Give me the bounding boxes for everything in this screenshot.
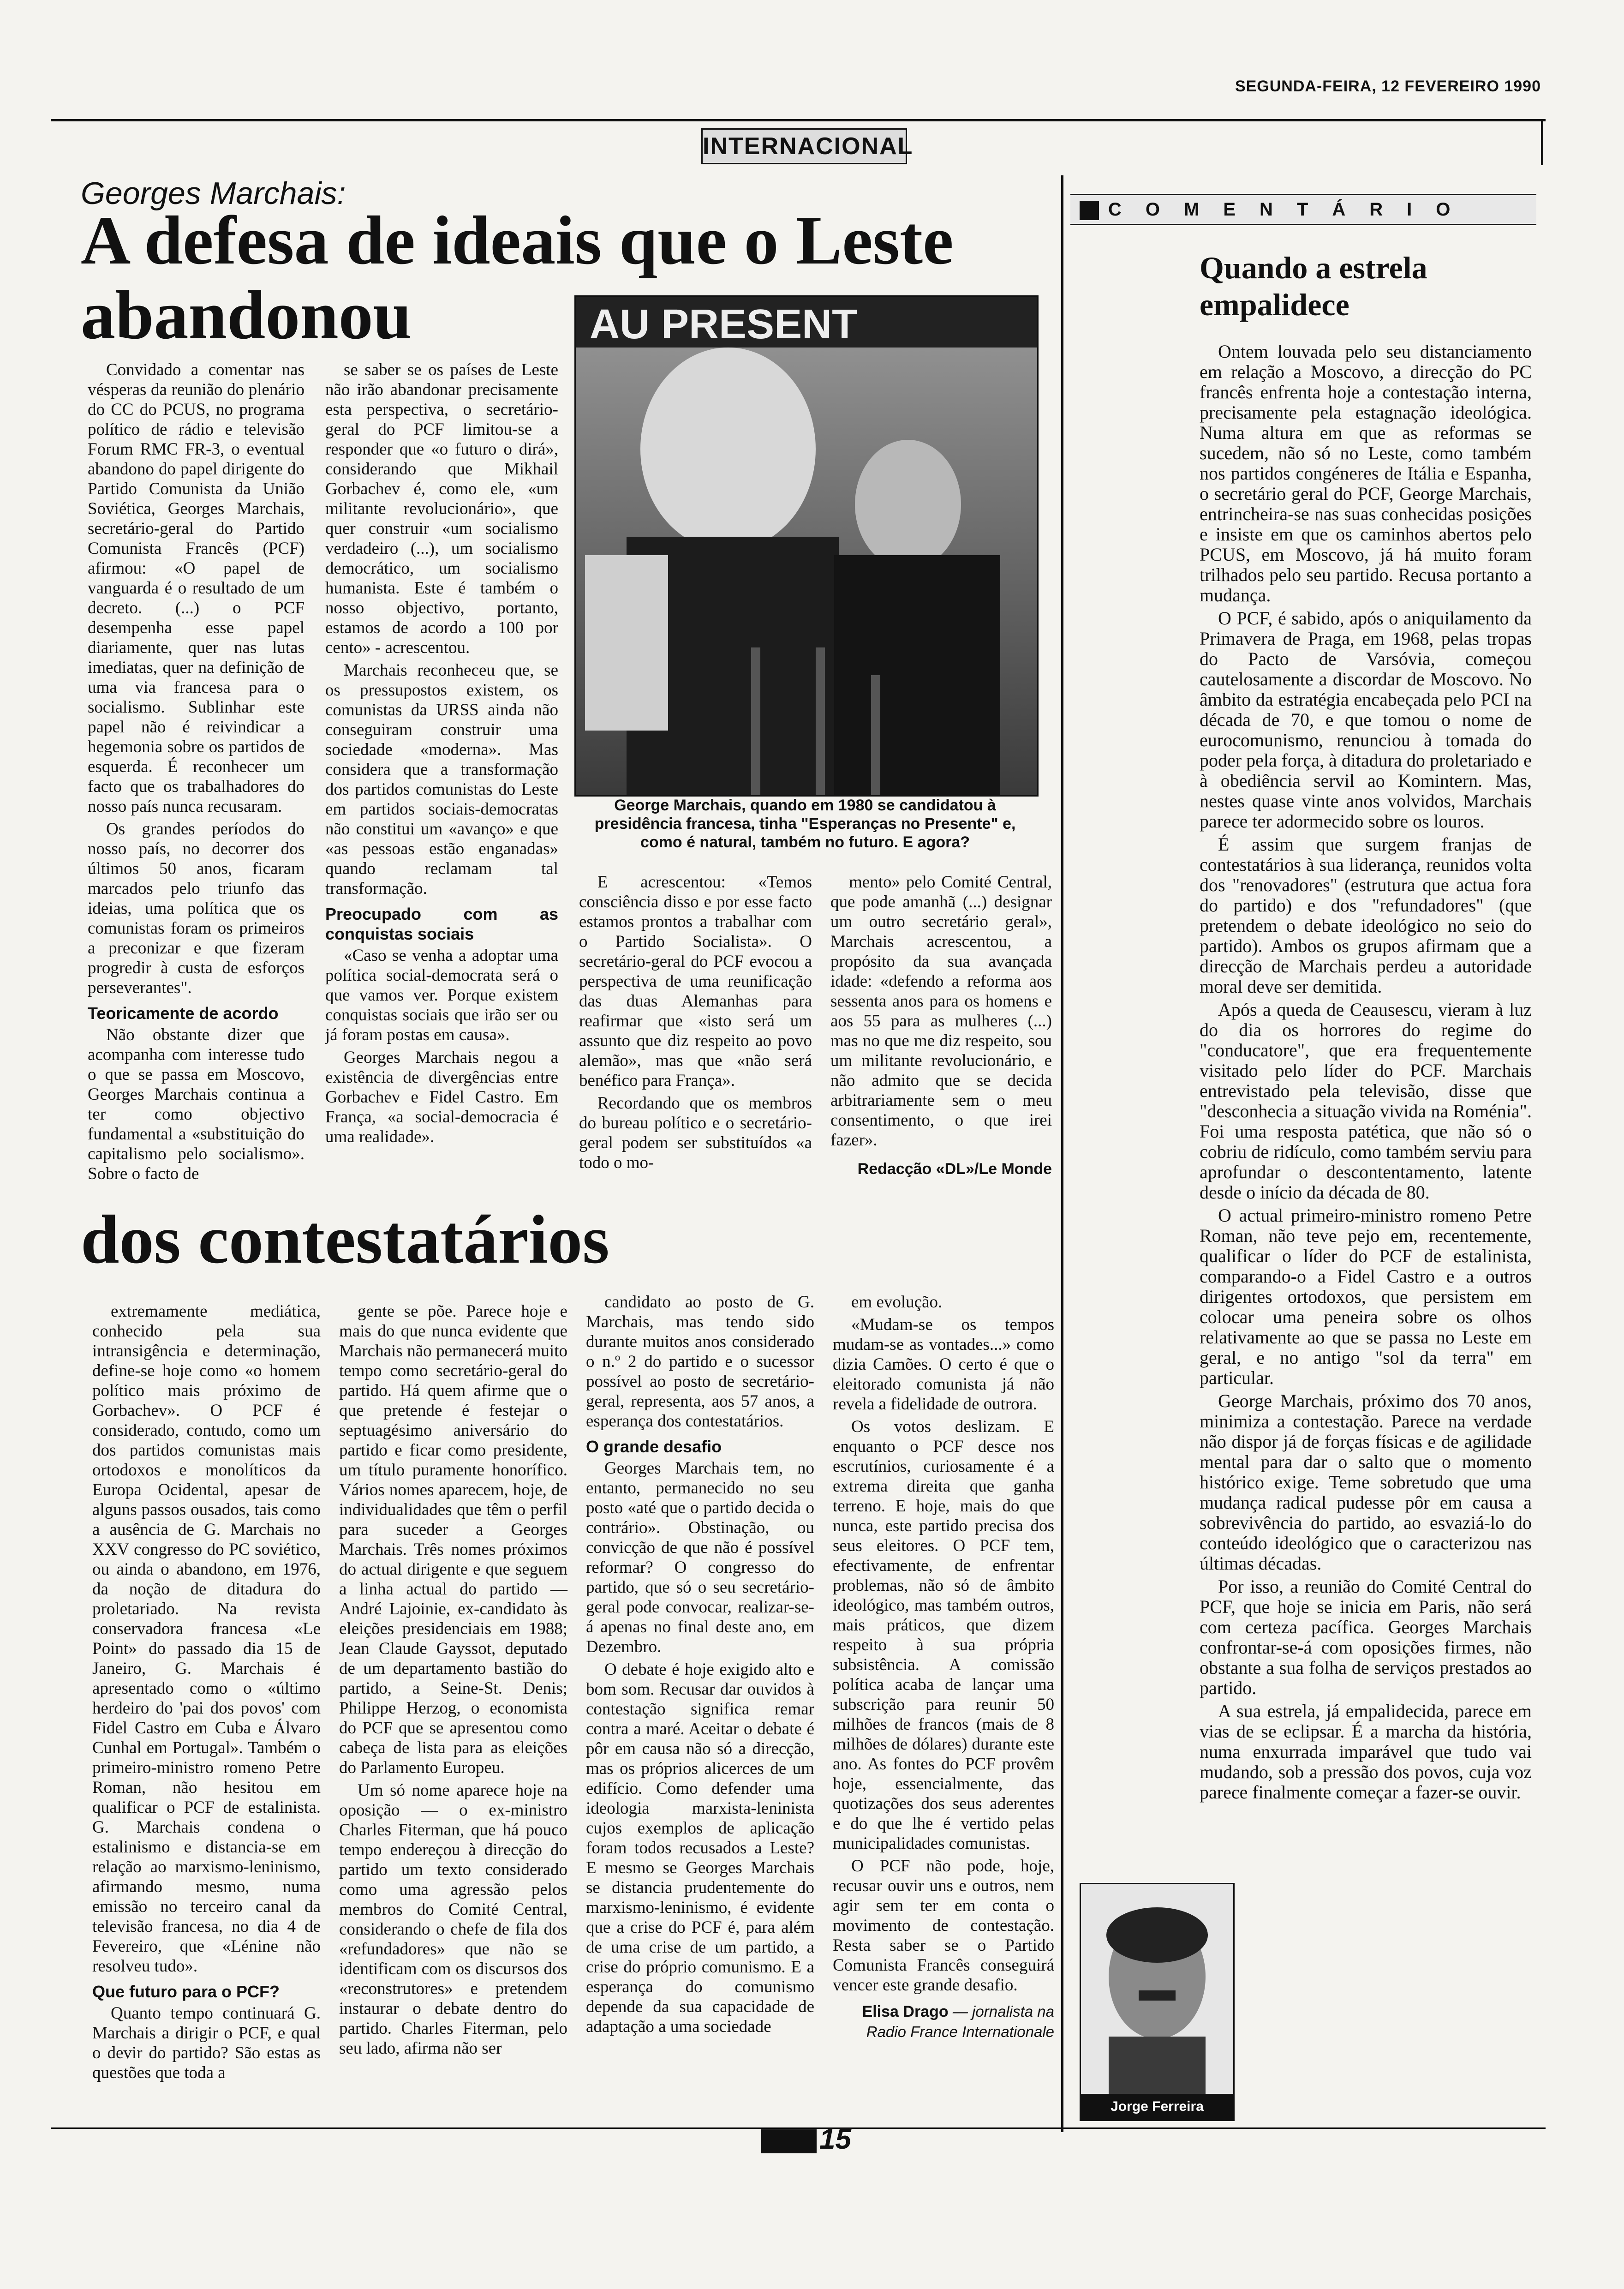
paragraph: mento» pelo Comité Central, que pode amanhã (...) designar um outro secretário geral», Marchais acrescentou, a propósito da sua avançada idade: «defendo a reforma aos sessenta anos para os homens e aos 55 para as mulheres (...) mas no que me diz respeito, sou um militante revolucionário, e não admito que se decida arbitrariamente sem o meu consentimento, o que irei fazer». [830, 873, 1052, 1150]
article-column-4 [830, 872, 1052, 1179]
portrait-caption: Jorge Ferreira [1081, 2094, 1233, 2120]
lower-column-3 [586, 1292, 814, 2039]
newspaper-logo-icon [761, 2129, 817, 2153]
article-column-1 [88, 360, 304, 1186]
paragraph: em evolução. [851, 1293, 943, 1312]
commentary-tab [1070, 194, 1536, 225]
paragraph: Marchais reconheceu que, se os pressupostos existem, os comunistas da URSS ainda não conseguiram construir uma sociedade «moderna». Mas considera que a transformação dos partidos comunistas do Leste em partidos sociais-democratas não constitui um «avanço» e que «as pessoas estão enganadas» quando reclamam tal transformação. [325, 661, 558, 898]
photo-banner-text: AU PRESENT [590, 301, 858, 348]
lower-column-1 [92, 1301, 321, 2085]
subheading: Teoricamente de acordo [88, 1004, 279, 1023]
page-number-value: 15 [819, 2123, 851, 2155]
paragraph: George Marchais, próximo dos 70 anos, minimiza a contestação. Parece na verdade não dispor já de forças físicas e de agilidade mental para dar o salto que o momento histórico exige. Teme sobretudo que uma mudança radical pudesse pôr em causa a sobrevivência do partido, ao esvaziá-lo do conteúdo ideológico que o caracterizou nas últimas décadas. [1200, 1390, 1532, 1574]
paragraph: Os grandes períodos do nosso país, no decorrer dos últimos 50 anos, ficaram marcados pelo triunfo das ideias, uma política que os comunistas foram os primeiros a preconizar e que fizeram progredir à custa de esforços perseverantes". [88, 820, 304, 997]
paragraph: Recordando que os membros do bureau político e o secretário-geral podem ser substituídos «a todo o mo- [579, 1094, 812, 1172]
paragraph: O PCF não pode, hoje, recusar ouvir uns e outros, nem agir sem ter em conta o movimento de contestação. Resta saber se o Partido Comunista Francês conseguirá vencer este grande desafio. [833, 1857, 1054, 1995]
page-number [761, 2123, 851, 2156]
paragraph: se saber se os países de Leste não irão abandonar precisamente esta perspectiva, o secretário-geral do PCF limitou-se a responder que «o futuro o dirá», considerando que Mikhail Gorbachev é, como ele, «um militante revolucionário», que quer construir «um socialismo verdadeiro (...), um socialismo democrático, um socialismo humanista. Este é também o nosso objectivo, portanto, estamos de acordo a 100 por cento» - acrescentou. [325, 360, 558, 657]
commentary-title: Quando a estrela empalidece [1200, 250, 1427, 322]
lower-column-4 [833, 1292, 1054, 2042]
dateline: SEGUNDA-FEIRA, 12 FEVEREIRO 1990 [1235, 78, 1541, 95]
paragraph: Quanto tempo continuará G. Marchais a dirigir o PCF, e qual o devir do partido? São estas as questões que toda a [92, 2004, 321, 2082]
lower-column-2 [339, 1301, 567, 2061]
lower-headline: dos contestatários [81, 1201, 609, 1278]
paragraph: Não obstante dizer que acompanha com interesse tudo o que se passa em Moscovo, Georges Marchais continua a ter como objectivo fundamental a «substituição do capitalismo pelo socialismo». Sobre o facto de [88, 1025, 304, 1183]
paragraph: O actual primeiro-ministro romeno Petre Roman, não teve pejo em, recentemente, qualificar o líder do PCF de estalinista, comparando-o a Fidel Castro e a outros dirigentes ortodoxos, que persistem em colocar uma peneira sobre os olhos relativamente ao que se passa no Leste em geral, e no antigo "sol da terra" em particular. [1200, 1205, 1532, 1388]
subheading: O grande desafio [586, 1437, 722, 1456]
paragraph: Georges Marchais tem, no entanto, permanecido no seu posto «até que o partido decida o contrário». Obstinação, ou convicção de que não é possível reformar? O congresso do partido, que só o seu secretário-geral pode convocar, realizar-se-á apenas no final deste ano, em Dezembro. [586, 1459, 814, 1656]
commentary-text [1200, 342, 1532, 1805]
subheading: Preocupado com as conquistas sociais [325, 905, 558, 943]
author-role: — jornalista na Radio France Internationale [866, 2003, 1054, 2040]
paragraph: Após a queda de Ceausescu, vieram à luz do dia os horrores do regime do "conducatore", que era frequentemente visitado pelo líder do PCF. Marchais entrevistado pela televisão, disse que "desconhecia a situação vivida na Roménia". Foi uma resposta patética, que não só o cobriu de ridículo, como também serviu para aprofundar o descontentamento, latente desde o início da década de 80. [1200, 999, 1532, 1203]
paragraph: extremamente mediática, conhecido pela sua intransigência e determinação, define-se hoje como «o homem político mais próximo de Gorbachev». O PCF é considerado, contudo, como um dos partidos comunistas mais ortodoxos e monolíticos da Europa Ocidental, apesar de alguns passos ousados, tais como a ausência de G. Marchais no XXV congresso do PC soviético, ou ainda o abandono, em 1976, da noção de ditadura do proletariado. Na revista conservadora francesa «Le Point» do passado dia 15 de Janeiro, G. Marchais é apresentado como o «último herdeiro do 'pai dos povos' com Fidel Castro em Cuba e Álvaro Cunhal em Portugal». Também o primeiro-ministro romeno Petre Roman, não hesitou em qualificar o PCF de estalinista. G. Marchais condena o estalinismo e distancia-se em relação ao marxismo-leninismo, afirmando mesmo, numa emissão no terceiro canal da televisão francesa, no dia 4 de Fevereiro, que «Lénine não resolveu tudo». [92, 1302, 321, 1976]
article-column-2 [325, 360, 558, 1150]
paragraph: candidato ao posto de G. Marchais, mas tendo sido durante muitos anos considerado o n.º 2 do partido e o sucessor possível ao posto de secretário-geral, representa, aos 57 anos, a esperança dos contestatários. [586, 1293, 814, 1431]
article-signature: Redacção «DL»/Le Monde [857, 1160, 1052, 1178]
headline: A defesa de ideais que o Leste abandonou [81, 202, 954, 354]
paragraph: Convidado a comentar nas vésperas da reunião do plenário do CC do PCUS, no programa político de rádio e televisão Forum RMC FR-3, o eventual abandono do papel dirigente do Partido Comunista da União Soviética, Georges Marchais, secretário-geral do Partido Comunista Francês (PCF) afirmou: «O papel de vanguarda é o resultado de um decreto. (...) o PCF desempenha esse papel diariamente, quer nas lutas imediatas, quer na definição de uma via francesa para o socialismo. Sublinhar este papel não é reivindicar a hegemonia sobre os partidos de esquerda. É reconhecer um facto que os trabalhadores do nosso país nunca recusaram. [88, 360, 304, 816]
kicker: Georges Marchais: [81, 176, 346, 211]
paragraph: Georges Marchais negou a existência de divergências entre Gorbachev e Fidel Castro. Em França, «a social-democracia é uma realidade». [325, 1048, 558, 1146]
top-rule-corner [1541, 119, 1543, 165]
top-rule [51, 119, 1546, 121]
commentary-tab-block [1080, 201, 1099, 220]
paragraph: «Caso se venha a adoptar uma política social-democrata será o que vamos ver. Porque existem conquistas sociais que irão ser ou já foram postas em causa». [325, 946, 558, 1044]
paragraph: «Mudam-se os tempos mudam-se as vontades...» como dizia Camões. O certo é que o eleitorado comunista já não revela a fidelidade de outrora. [833, 1315, 1054, 1414]
paragraph: É assim que surgem franjas de contestatários à sua liderança, reunidos volta dos "renovadores" (estrutura que actua fora do partido) e dos "refundadores" (que pretendem o debate ideológico no seio do partido). Ambos os grupos afirmam que a direcção de Marchais perdeu a autoridade moral deve ser demitida. [1200, 834, 1532, 997]
paragraph: Por isso, a reunião do Comité Central do PCF, que hoje se inicia em Paris, não será com certeza pacífica. Georges Marchais confrontar-se-á com oposições firmes, não obstante a sua folha de serviços prestados ao partido. [1200, 1576, 1532, 1698]
author-name: Elisa Drago [862, 2003, 949, 2020]
paragraph: O debate é hoje exigido alto e bom som. Recusar dar ouvidos à contestação significa remar contra a maré. Aceitar o debate é pôr em causa não só a direcção, mas os próprios alicerces de um edifício. Como defender uma ideologia marxista-leninista cujos exemplos de aplicação foram todos recusados a Leste? E mesmo se Georges Marchais se distancia prudentemente do marxismo-leninismo, é evidente que a crise do PCF é, para além de uma crise de um partido, a crise do próprio comunismo. E a esperança do comunismo depende da sua capacidade de adaptação a uma sociedade [586, 1660, 814, 2036]
paragraph: A sua estrela, já empalidecida, parece em vias de se eclipsar. É a marcha da história, numa enxurrada imparável que tudo vai mudando, sob a pressão dos povos, cuja voz parece finalmente começar a fazer-se ouvir. [1200, 1701, 1532, 1803]
paragraph: O PCF, é sabido, após o aniquilamento da Primavera de Praga, em 1968, pelas tropas do Pacto de Varsóvia, começou cautelosamente a discordar de Moscovo. No âmbito da estratégia encabeçada pelo PCI na década de 70, e que tomou o nome de eurocomunismo, renunciou à tomada do poder pela força, à ditadura do proletariado e à obediência servil ao Komintern. Mas, nestes quase vinte anos volvidos, Marchais parece ter adormecido sobre os louros. [1200, 608, 1532, 832]
paragraph: E acrescentou: «Temos consciência disso e por esse facto estamos prontos a trabalhar com o Partido Socialista». O secretário-geral do PCF evocou a perspectiva de uma reunificação das duas Alemanhas para reafirmar que «isto será um assunto que diz respeito ao povo alemão», mas que «não será benéfico para França». [579, 873, 812, 1090]
section-label: INTERNACIONAL [701, 128, 907, 164]
portrait-image [1081, 1884, 1233, 2120]
photo-caption: George Marchais, quando em 1980 se candidatou à presidência francesa, tinha "Esperanças no Presente" e, como é natural, também no futuro. E agora? [594, 797, 1016, 851]
subheading: Que futuro para o PCF? [92, 1982, 280, 2001]
paragraph: Os votos deslizam. E enquanto o PCF desce nos escrutínios, curiosamente é a extrema direita que ganha terreno. E hoje, mais do que nunca, este partido precisa dos seus eleitores. O PCF tem, efectivamente, de enfrentar problemas, não só de âmbito ideológico, mas também outros, mais práticos, que dizem respeito à sua própria subsistência. A comissão política acaba de lançar uma subscrição para reunir 50 milhões de francos (mais de 8 milhões de dólares) durante este ano. As fontes do PCF provêm hoje, essencialmente, das quotizações dos seus aderentes e do que lhe é vertido pelas municipalidades comunistas. [833, 1417, 1054, 1853]
marchais-photo [574, 295, 1039, 797]
photo-image [576, 297, 1037, 795]
author-credit [833, 2001, 1054, 2042]
author-portrait [1080, 1883, 1235, 2121]
paragraph: Ontem louvada pelo seu distanciamento em relação a Moscovo, a direcção do PC francês enfrenta hoje a contestação interna, precisamente pela estagnação ideológica. Numa altura em que as reformas se sucedem, não só no Leste, como também nos partidos congéneres de Itália e Espanha, o secretário geral do PCF, George Marchais, entrincheira-se nas suas conhecidas posições e insiste em que os caminhos abertos pelo PCUS, em Moscovo, já há muito foram trilhados pelo seu partido. Recusa portanto a mudança. [1200, 341, 1532, 605]
commentary-tab-label: COMENTÁRIO [1108, 199, 1475, 220]
paragraph: gente se põe. Parece hoje e mais do que nunca evidente que Marchais não permanecerá muito tempo como secretário-geral do partido. Há quem afirme que o que pretende é festejar o septuagésimo aniversário do partido e ficar como presidente, um título puramente honorífico. Vários nomes aparecem, hoje, de individualidades que têm o perfil para suceder a Georges Marchais. Três nomes próximos do actual dirigente e que seguem a linha actual do partido — André Lajoinie, ex-candidato às eleições presidenciais em 1988; Jean Claude Gayssot, deputado de um departamento bastião do partido, a Seine-St. Denis; Philippe Herzog, o economista do PCF que se apresentou como cabeça de lista para as eleições do Parlamento Europeu. [339, 1302, 567, 1777]
paragraph: Um só nome aparece hoje na oposição — o ex-ministro Charles Fiterman, que há pouco tempo endereçou à direcção do partido um texto considerado como uma agressão pelos membros do Comité Central, considerando o chefe de fila dos «refundadores» que não se identificam com os discursos dos «reconstrutores» e pretendem instaurar o debate dentro do partido. Charles Fiterman, pelo seu lado, afirma não ser [339, 1781, 567, 2058]
article-column-3 [579, 872, 812, 1175]
